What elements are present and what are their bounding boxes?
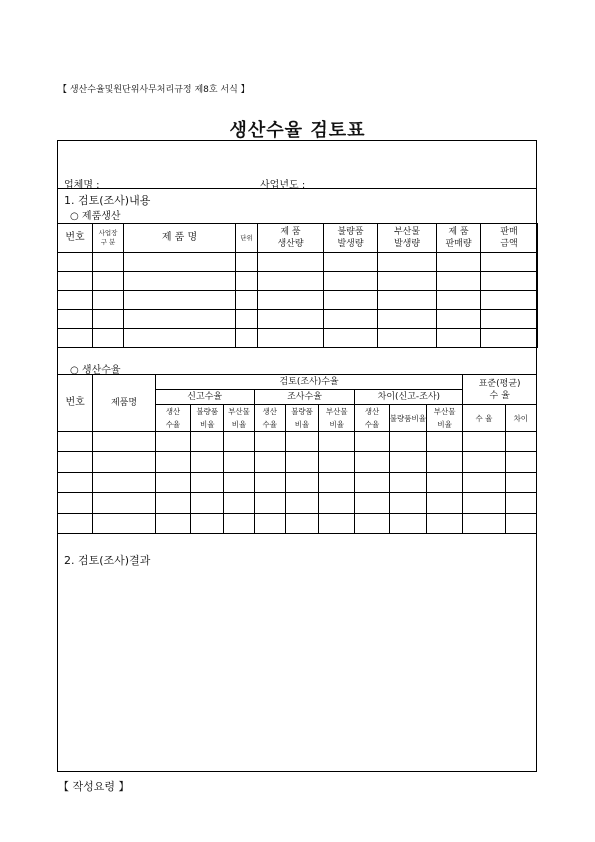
col-reported-prod: 생산 수율 <box>155 405 190 432</box>
subsection-production: ○ 제품생산 <box>70 211 121 222</box>
col-product-name: 제 품 명 <box>124 224 236 253</box>
section-review-title: 1. 검토(조사)내용 <box>64 194 151 207</box>
table-row <box>58 452 537 473</box>
col-reported-defect: 불량품 비율 <box>191 405 224 432</box>
table-row <box>58 473 537 493</box>
yield-header-row-1 <box>58 375 537 390</box>
table-row <box>58 329 538 348</box>
col-group-review-yield: 검토(조사)수율 <box>155 375 462 390</box>
col-number: 번호 <box>58 375 93 432</box>
production-header-row <box>58 224 538 253</box>
col-site-type: 사업장 구 분 <box>93 224 124 253</box>
table-row <box>58 253 538 272</box>
col-group-difference: 차이(신고-조사) <box>355 390 463 405</box>
col-sales-amount: 판매 금액 <box>481 224 538 253</box>
col-defect-qty: 불량품 발생량 <box>324 224 378 253</box>
col-standard-yield: 수 율 <box>463 405 505 432</box>
company-label: 업체명 : <box>64 180 100 191</box>
section-result-title: 2. 검토(조사)결과 <box>64 554 151 567</box>
fiscal-year-label: 사업년도 : <box>260 180 306 191</box>
production-table <box>57 223 538 348</box>
subsection-yield: ○ 생산수율 <box>70 365 121 376</box>
col-diff-defect: 불량품비율 <box>389 405 426 432</box>
col-surveyed-byproduct: 부산물 비율 <box>319 405 355 432</box>
table-row <box>58 310 538 329</box>
table-row <box>58 432 537 452</box>
col-surveyed-prod: 생산 수율 <box>254 405 285 432</box>
form-reference: 【 생산수율및원단위사무처리규정 제8호 서식 】 <box>58 85 250 95</box>
col-diff-byproduct: 부산물 비율 <box>426 405 462 432</box>
col-byproduct-qty: 부산물 발생량 <box>378 224 437 253</box>
table-row <box>58 291 538 310</box>
form-frame <box>57 140 537 772</box>
col-production-qty: 제 품 생산량 <box>258 224 324 253</box>
divider <box>58 188 536 189</box>
col-group-surveyed: 조사수율 <box>254 390 355 405</box>
col-standard-diff: 차이 <box>505 405 536 432</box>
col-unit: 단위 <box>236 224 258 253</box>
col-reported-byproduct: 부산물 비율 <box>224 405 254 432</box>
table-row <box>58 493 537 514</box>
table-row <box>58 272 538 291</box>
page-title: 생산수율 검토표 <box>229 120 366 141</box>
col-number: 번호 <box>58 224 93 253</box>
table-row <box>58 514 537 534</box>
col-product-name: 제품명 <box>93 375 156 432</box>
col-group-reported: 신고수율 <box>155 390 254 405</box>
writing-guide-label: 【 작성요령 】 <box>58 780 130 793</box>
col-surveyed-defect: 불량품 비율 <box>285 405 318 432</box>
yield-table <box>57 374 537 534</box>
col-group-standard-yield: 표준(평균) 수 율 <box>463 375 537 405</box>
col-sales-qty: 제 품 판매량 <box>437 224 481 253</box>
col-diff-prod: 생산 수율 <box>355 405 389 432</box>
